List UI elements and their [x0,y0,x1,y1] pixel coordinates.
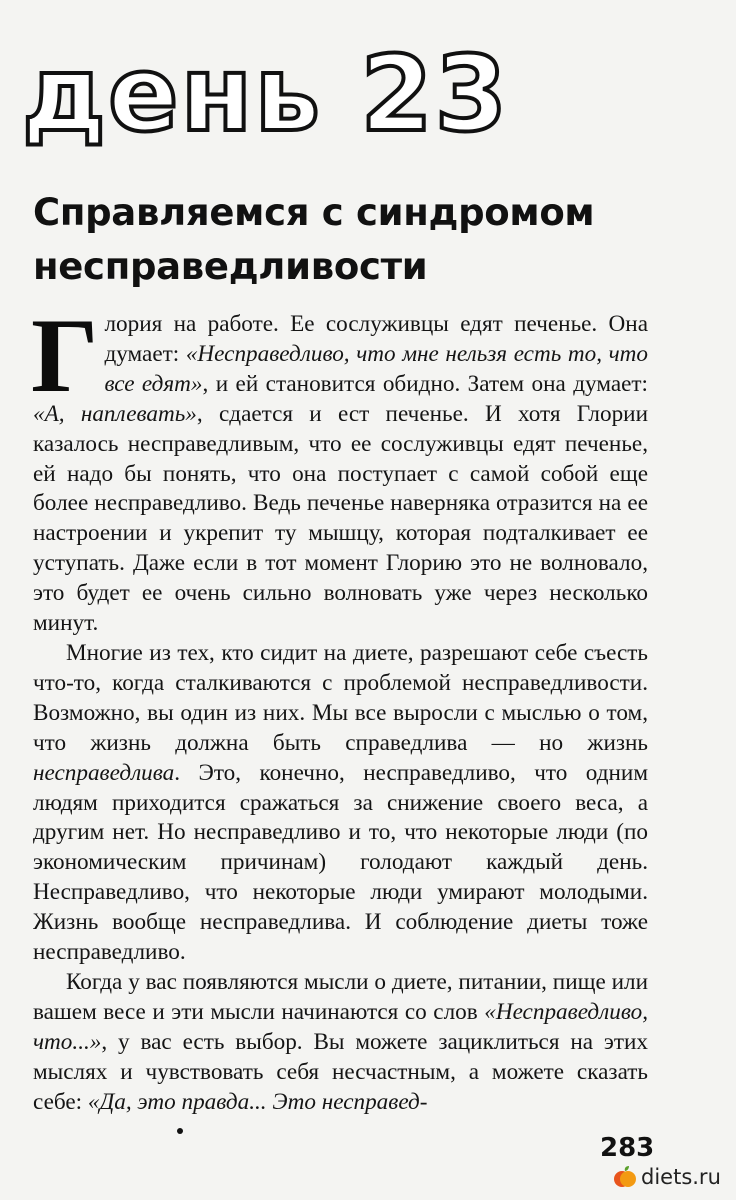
paragraph-3 [33,968,648,1118]
italic-quote: «Да, это правда... Это несправед- [87,1088,428,1115]
text-run: , сдается и ест печенье. И хотя Глории казалось несправедливым, что ее сослуживцы едят печенье, ей надо бы понять, что она поступает с самой собой еще более несправедливо. Ведь печенье наверняка отразится на ее настроении и укрепит ту мышцу, которая подталкивает ее уступать. Даже если в тот момент Глорию это не волновало, это будет ее очень сильно волновать уже через несколько минут. [33,400,649,637]
text-run: , у вас есть выбор. Вы можете зациклиться на этих мыслях и чувствовать себя несчастным, а можете сказать себе: [33,1028,648,1115]
watermark-text: diets.ru [641,1165,721,1189]
page-number: 283 [600,1133,655,1163]
text-run: Многие из тех, кто сидит на диете, разрешают себе съесть что-то, когда сталкиваются с проблемой несправедливости. Возможно, вы один из них. Мы все выросли с мыслью о том, что жизнь должна быть справедлива — но жизнь [33,639,648,756]
text-run: Когда у вас появляются мысли о диете, питании, пище или вашем весе и эти мысли начинаются со слов [33,968,648,1025]
italic-quote: «Несправедливо, что мне нельзя есть то, что все едят» [104,340,649,397]
ink-speck [177,1128,183,1134]
watermark[interactable] [612,1164,721,1190]
body-text [31,297,649,1117]
text-run: . Это, конечно, несправедливо, что одним людям приходится сражаться за снижение своего веса, а другим нет. Но несправедливо и то, что некоторые люди (по экономическим причинам) голодают каждый день. Несправедливо, что некоторые люди умирают молодыми. Жизнь вообще несправедлива. И соблюдение диеты тоже несправедливо. [33,759,648,966]
text-run: , и ей становится обидно. Затем она думает: [202,370,648,397]
drop-cap: Г [31,297,99,414]
text-run: лория на работе. Ее сослуживцы едят печенье. Она думает: [104,311,648,367]
italic-word: несправедлива [33,759,175,786]
paragraph-2 [33,639,648,968]
apple-logo-icon [612,1164,638,1190]
section-title: Справляемся с синдромом несправедливости [33,191,595,288]
italic-quote: «Несправедливо, что...» [33,998,648,1055]
paragraph-1 [31,297,649,639]
chapter-heading: день 23 [22,33,510,155]
italic-quote: «А, наплевать» [33,400,197,427]
